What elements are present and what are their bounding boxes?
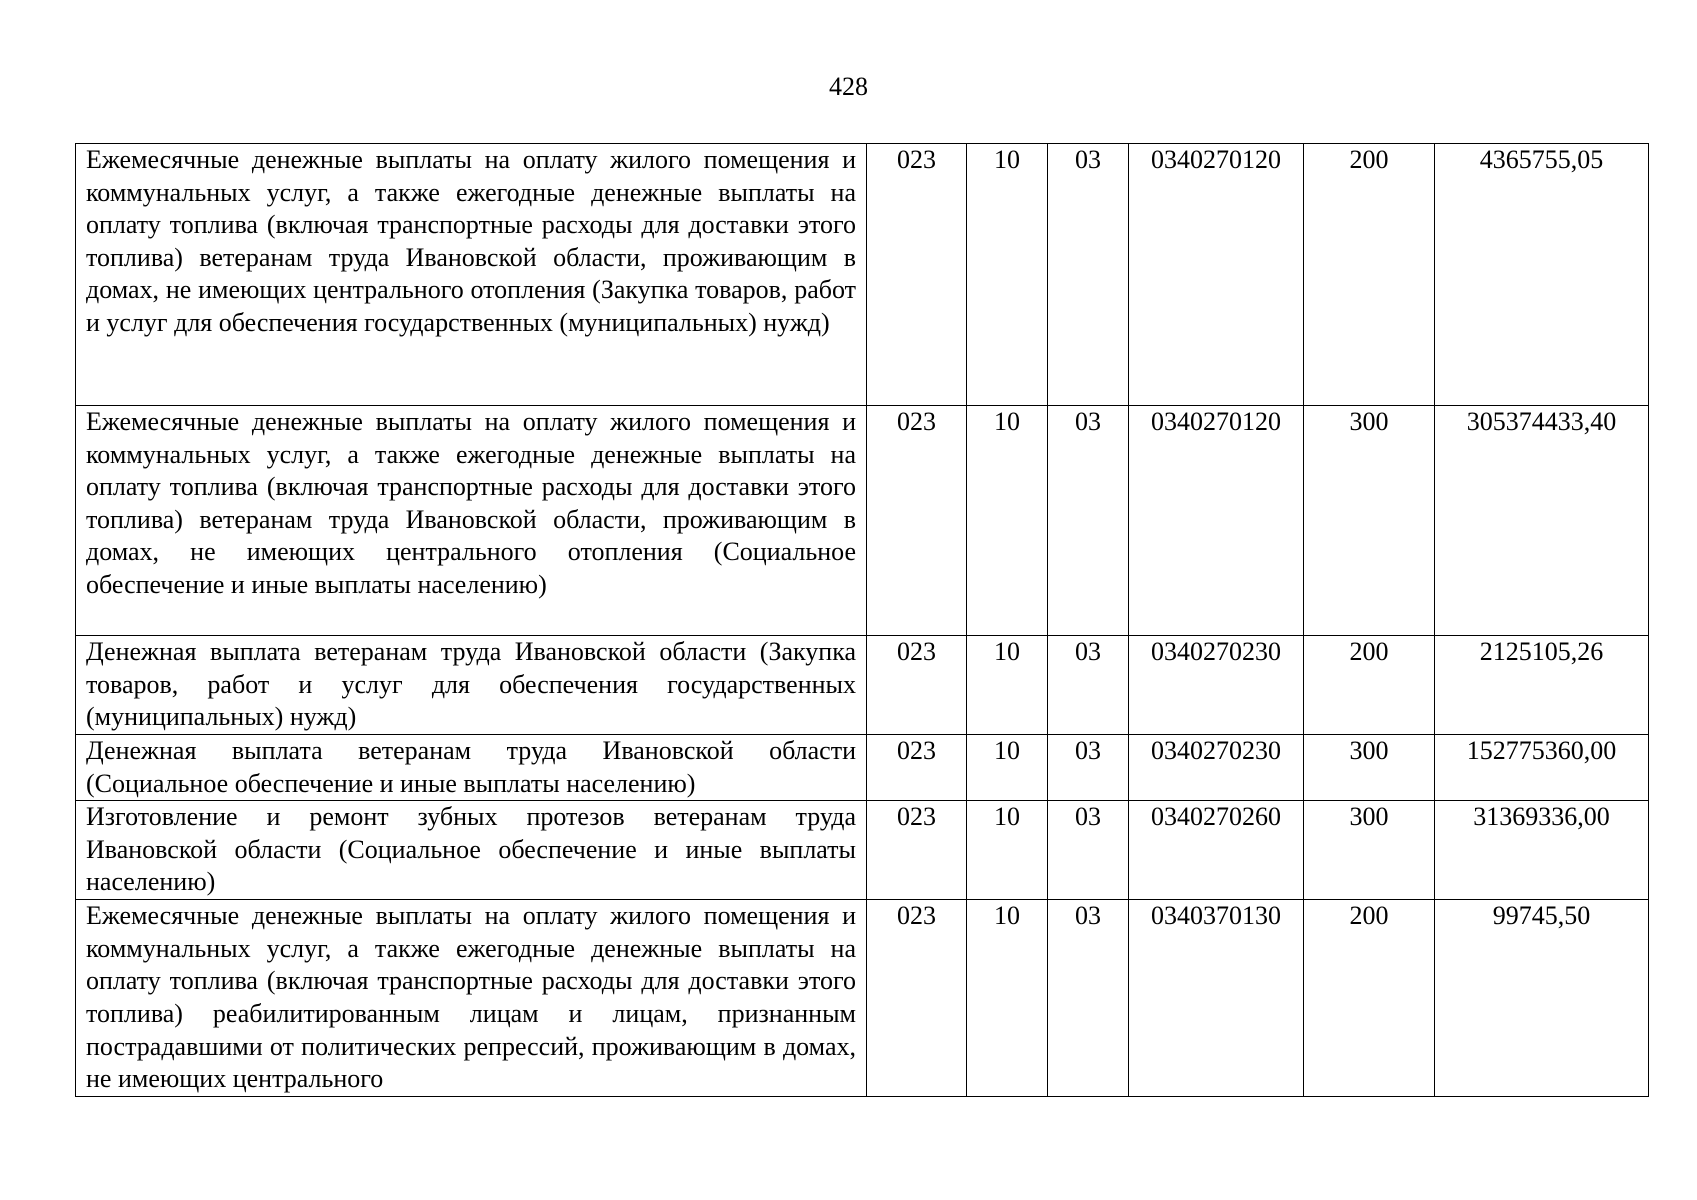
target-article-code: 0340270230 [1129, 636, 1304, 735]
amount: 2125105,26 [1435, 636, 1649, 735]
expense-type-code: 200 [1304, 636, 1435, 735]
amount: 99745,50 [1435, 900, 1649, 1097]
budget-table [75, 143, 1649, 1097]
ministry-code: 023 [867, 406, 967, 636]
table-row [76, 900, 1649, 1097]
table-row [76, 735, 1649, 801]
ministry-code: 023 [867, 801, 967, 900]
expense-type-code: 200 [1304, 144, 1435, 406]
subsection-code: 03 [1048, 801, 1129, 900]
section-code: 10 [967, 900, 1048, 1097]
target-article-code: 0340270230 [1129, 735, 1304, 801]
section-code: 10 [967, 801, 1048, 900]
ministry-code: 023 [867, 735, 967, 801]
row-description: Ежемесячные денежные выплаты на оплату жилого помещения и коммунальных услуг, а также ежегодные денежные выплаты на оплату топлива (включая транспортные расходы для доставки этого топлива) реабилитированным лицам и лицам, признанным пострадавшими от политических репрессий, проживающим в домах, не имеющих центрального [76, 900, 867, 1097]
table-row [76, 801, 1649, 900]
target-article-code: 0340270260 [1129, 801, 1304, 900]
amount: 152775360,00 [1435, 735, 1649, 801]
row-description: Ежемесячные денежные выплаты на оплату жилого помещения и коммунальных услуг, а также ежегодные денежные выплаты на оплату топлива (включая транспортные расходы для доставки этого топлива) ветеранам труда Ивановской области, проживающим в домах, не имеющих центрального отопления (Закупка товаров, работ и услуг для обеспечения государственных (муниципальных) нужд) [76, 144, 867, 406]
amount: 4365755,05 [1435, 144, 1649, 406]
row-description: Денежная выплата ветеранам труда Ивановской области (Социальное обеспечение и иные выплаты населению) [76, 735, 867, 801]
section-code: 10 [967, 735, 1048, 801]
amount: 305374433,40 [1435, 406, 1649, 636]
ministry-code: 023 [867, 636, 967, 735]
target-article-code: 0340270120 [1129, 144, 1304, 406]
subsection-code: 03 [1048, 636, 1129, 735]
row-description: Ежемесячные денежные выплаты на оплату жилого помещения и коммунальных услуг, а также ежегодные денежные выплаты на оплату топлива (включая транспортные расходы для доставки этого топлива) ветеранам труда Ивановской области, проживающим в домах, не имеющих центрального отопления (Социальное обеспечение и иные выплаты населению) [76, 406, 867, 636]
table-row [76, 406, 1649, 636]
section-code: 10 [967, 406, 1048, 636]
subsection-code: 03 [1048, 144, 1129, 406]
ministry-code: 023 [867, 144, 967, 406]
expense-type-code: 200 [1304, 900, 1435, 1097]
subsection-code: 03 [1048, 406, 1129, 636]
target-article-code: 0340270120 [1129, 406, 1304, 636]
section-code: 10 [967, 144, 1048, 406]
table-row [76, 636, 1649, 735]
target-article-code: 0340370130 [1129, 900, 1304, 1097]
expense-type-code: 300 [1304, 801, 1435, 900]
section-code: 10 [967, 636, 1048, 735]
amount: 31369336,00 [1435, 801, 1649, 900]
subsection-code: 03 [1048, 900, 1129, 1097]
subsection-code: 03 [1048, 735, 1129, 801]
page-number: 428 [829, 72, 868, 101]
ministry-code: 023 [867, 900, 967, 1097]
expense-type-code: 300 [1304, 406, 1435, 636]
table-row [76, 144, 1649, 406]
row-description: Денежная выплата ветеранам труда Ивановской области (Закупка товаров, работ и услуг для обеспечения государственных (муниципальных) нужд) [76, 636, 867, 735]
expense-type-code: 300 [1304, 735, 1435, 801]
row-description: Изготовление и ремонт зубных протезов ветеранам труда Ивановской области (Социальное обеспечение и иные выплаты населению) [76, 801, 867, 900]
